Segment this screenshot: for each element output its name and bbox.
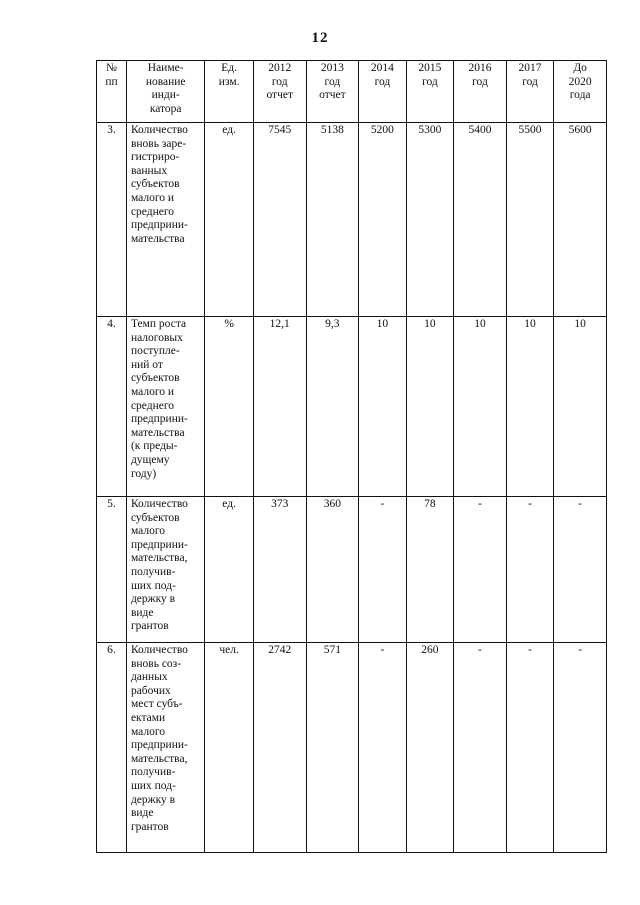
header-number: № пп xyxy=(97,61,127,123)
table-row xyxy=(97,317,607,497)
value-2012: 373 xyxy=(253,497,306,643)
value-2017: 5500 xyxy=(506,123,553,317)
header-year-2017: 2017 год xyxy=(506,61,553,123)
unit-cell: ед. xyxy=(205,497,254,643)
value-2016: - xyxy=(454,643,507,853)
value-2013: 571 xyxy=(306,643,359,853)
page-number: 12 xyxy=(311,30,329,46)
value-2016: 10 xyxy=(454,317,507,497)
value-2014: 5200 xyxy=(359,123,406,317)
header-year-2012: 2012 год отчет xyxy=(253,61,306,123)
row-number: 4. xyxy=(97,317,127,497)
unit-cell: чел. xyxy=(205,643,254,853)
row-number: 3. xyxy=(97,123,127,317)
value-2017: 10 xyxy=(506,317,553,497)
table-row xyxy=(97,497,607,643)
value-2012: 2742 xyxy=(253,643,306,853)
value-2015: 5300 xyxy=(406,123,453,317)
value-2016: - xyxy=(454,497,507,643)
header-year-2016: 2016 год xyxy=(454,61,507,123)
unit-cell: % xyxy=(205,317,254,497)
value-2020: - xyxy=(554,497,607,643)
value-2015: 10 xyxy=(406,317,453,497)
indicator-name: Количество вновь заре- гистриро- ванных субъектов малого и среднего предприни- мательства xyxy=(126,123,204,317)
table-row xyxy=(97,123,607,317)
value-2014: 10 xyxy=(359,317,406,497)
row-number: 5. xyxy=(97,497,127,643)
value-2013: 5138 xyxy=(306,123,359,317)
header-year-2014: 2014 год xyxy=(359,61,406,123)
value-2012: 7545 xyxy=(253,123,306,317)
value-2017: - xyxy=(506,497,553,643)
value-2020: 5600 xyxy=(554,123,607,317)
value-2020: - xyxy=(554,643,607,853)
indicator-name: Количество субъектов малого предприни- мательства, получив- ших под- держку в виде грантов xyxy=(126,497,204,643)
indicator-name: Количество вновь соз- данных рабочих мест субъ- ектами малого предприни- мательства, получив- ших под- держку в виде грантов xyxy=(126,643,204,853)
value-2013: 9,3 xyxy=(306,317,359,497)
header-year-2020: До 2020 года xyxy=(554,61,607,123)
indicators-table xyxy=(96,60,607,853)
value-2016: 5400 xyxy=(454,123,507,317)
indicator-name: Темп роста налоговых поступле- ний от субъектов малого и среднего предприни- мательства (к преды- дущему году) xyxy=(126,317,204,497)
value-2015: 260 xyxy=(406,643,453,853)
table-header-row xyxy=(97,61,607,123)
header-year-2015: 2015 год xyxy=(406,61,453,123)
row-number: 6. xyxy=(97,643,127,853)
value-2020: 10 xyxy=(554,317,607,497)
header-unit: Ед. изм. xyxy=(205,61,254,123)
header-year-2013: 2013 год отчет xyxy=(306,61,359,123)
value-2017: - xyxy=(506,643,553,853)
value-2013: 360 xyxy=(306,497,359,643)
header-indicator-name: Наиме- нование инди- катора xyxy=(126,61,204,123)
value-2012: 12,1 xyxy=(253,317,306,497)
unit-cell: ед. xyxy=(205,123,254,317)
value-2014: - xyxy=(359,643,406,853)
value-2015: 78 xyxy=(406,497,453,643)
table-row xyxy=(97,643,607,853)
value-2014: - xyxy=(359,497,406,643)
